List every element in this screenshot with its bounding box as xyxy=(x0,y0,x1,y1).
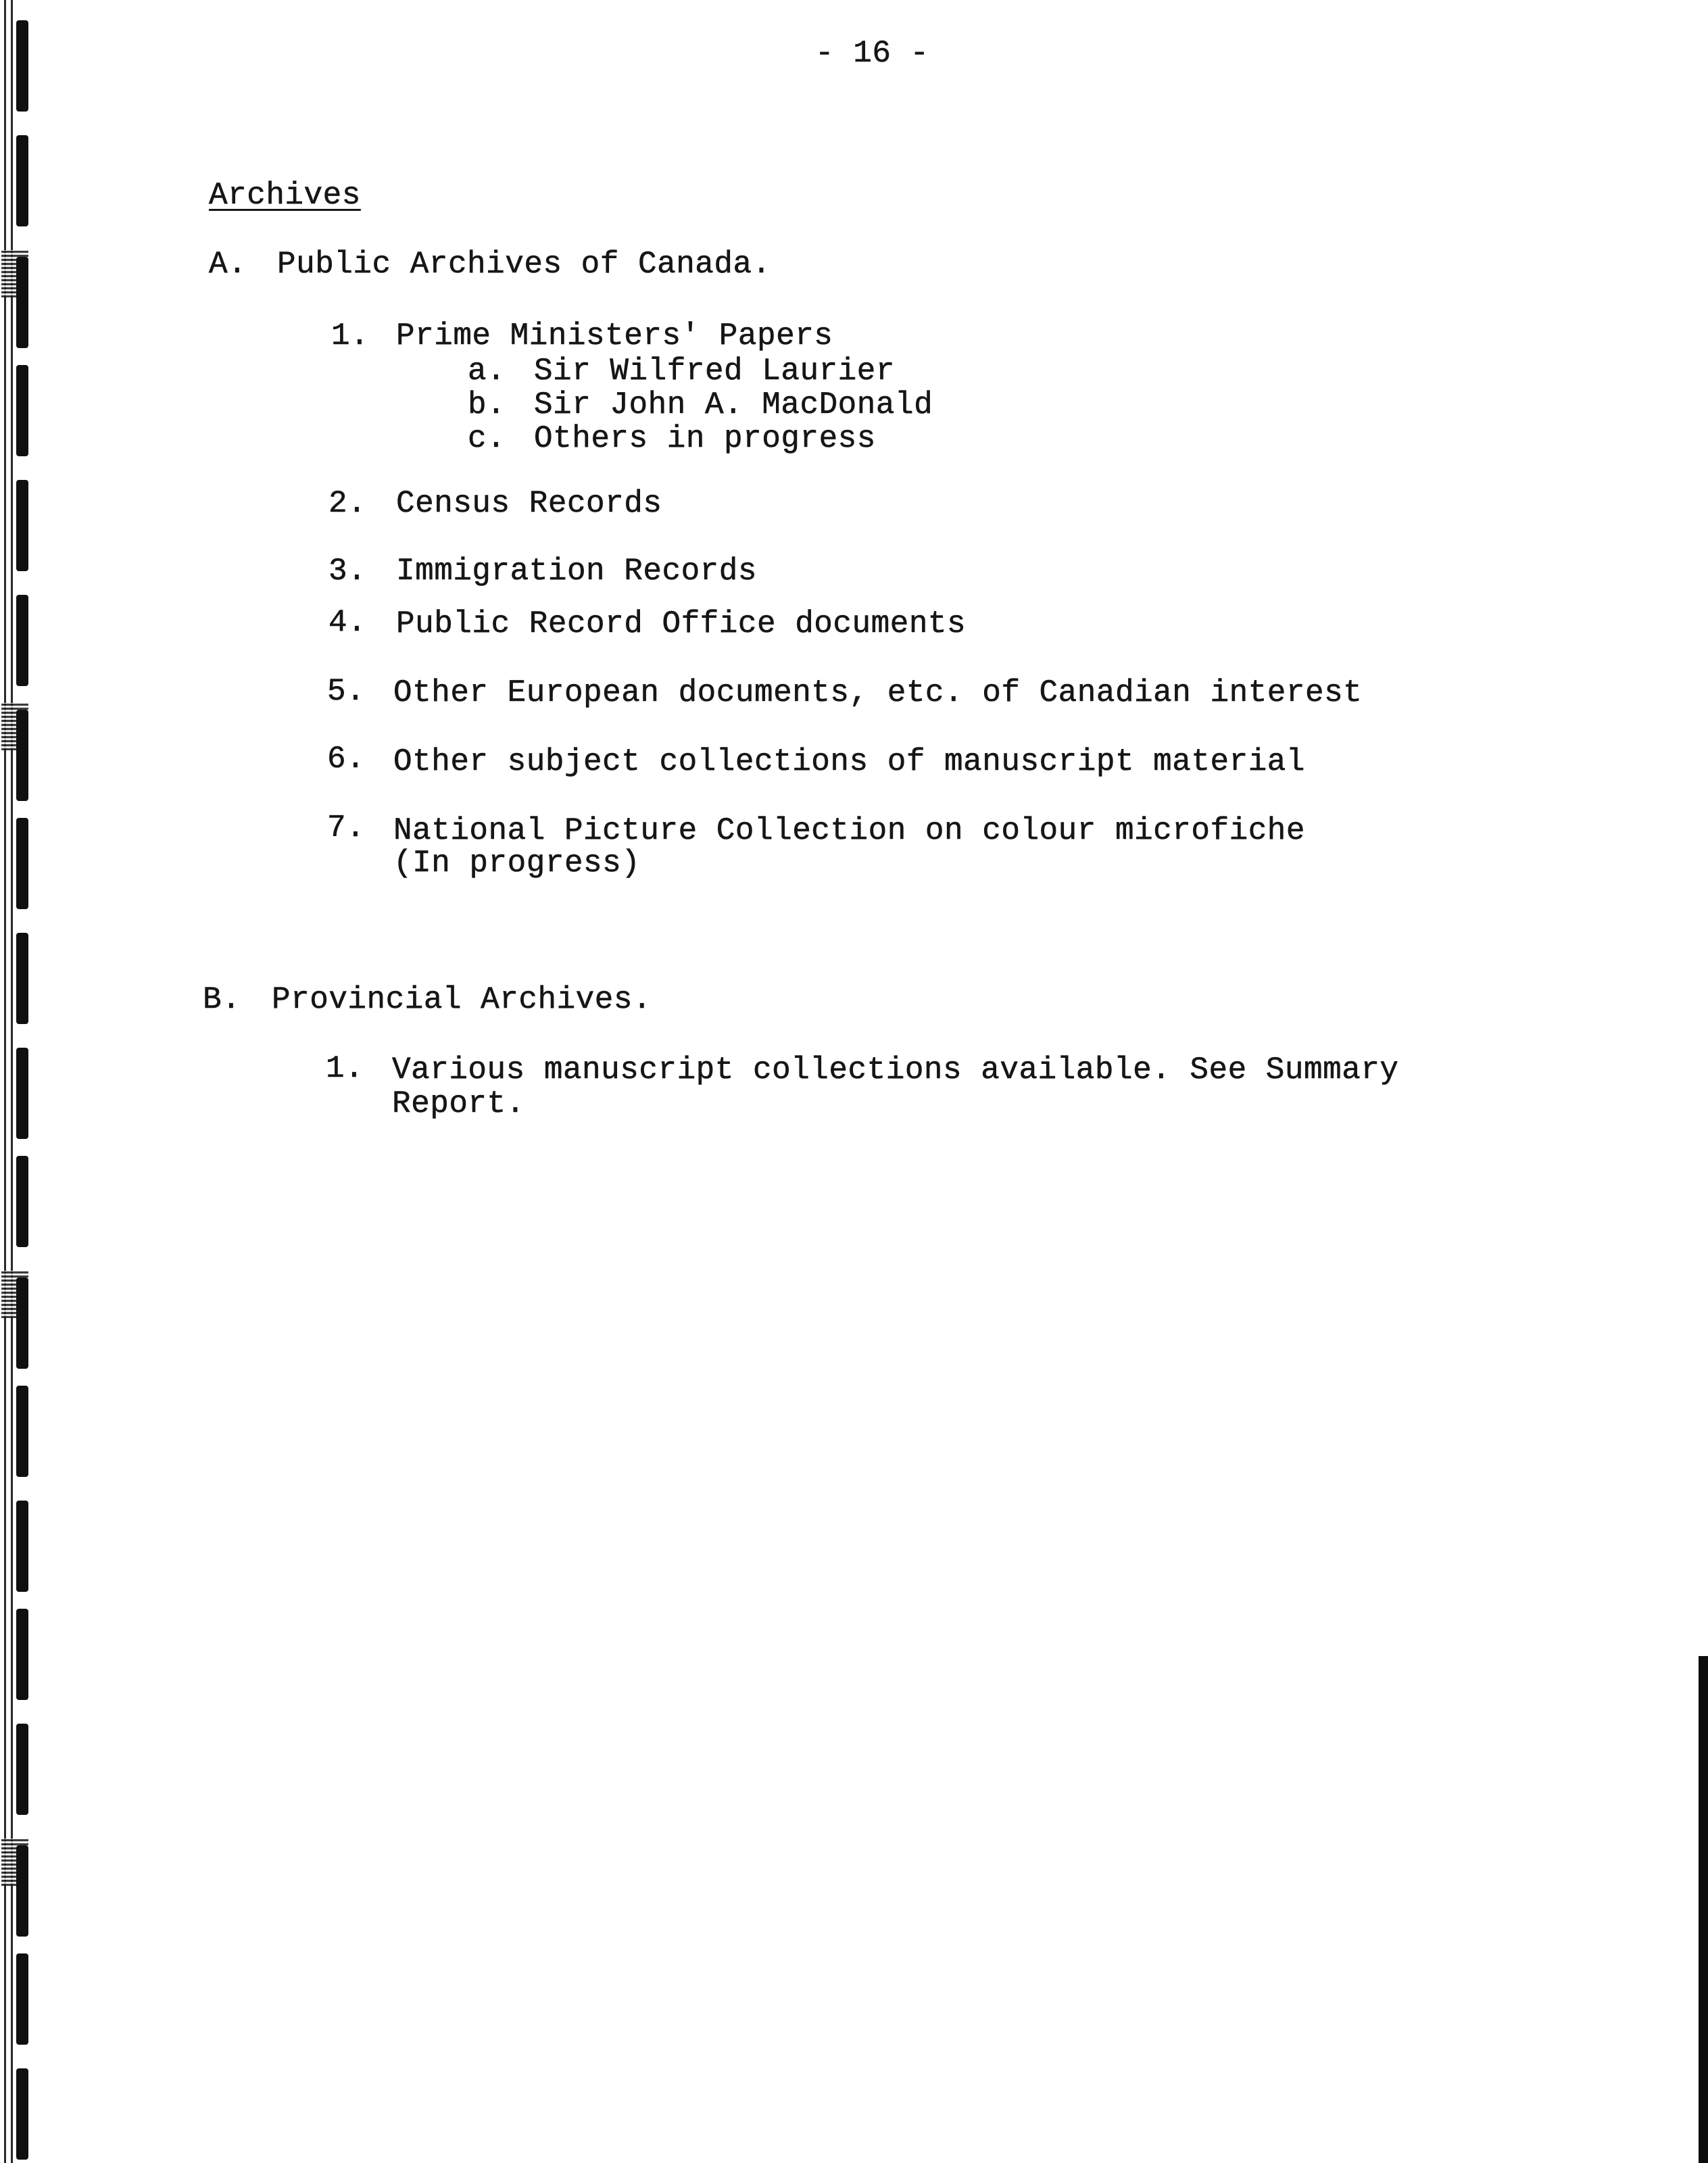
item-text: National Picture Collection on colour microfiche xyxy=(393,813,1306,848)
item-number: 2. xyxy=(328,486,367,521)
item-number: 4. xyxy=(328,605,367,640)
binding-hole xyxy=(16,1278,28,1369)
subitem-text: Sir Wilfred Laurier xyxy=(534,354,895,389)
item-text: Other subject collections of manuscript material xyxy=(393,744,1306,779)
subitem-text: Sir John A. MacDonald xyxy=(534,387,933,422)
section-b-marker: B. xyxy=(203,982,241,1017)
page-heading: Archives xyxy=(209,178,361,213)
binding-hole xyxy=(16,1953,28,2045)
item-text: Various manuscript collections available. See Summary xyxy=(392,1052,1399,1088)
scan-edge xyxy=(1699,1656,1708,2163)
subitem-marker: a. xyxy=(468,354,506,389)
binding-hole xyxy=(16,135,28,226)
subitem-text: Others in progress xyxy=(534,421,876,456)
binding-hole xyxy=(16,257,28,348)
binding-hole xyxy=(16,1386,28,1477)
item-text: Immigration Records xyxy=(396,554,757,589)
item-text-continued: Report. xyxy=(392,1086,525,1121)
binding-hole xyxy=(16,595,28,686)
binding-hole xyxy=(16,1048,28,1139)
section-a-title: Public Archives of Canada. xyxy=(277,247,771,282)
section-a-marker: A. xyxy=(209,247,247,282)
item-number: 1. xyxy=(326,1051,364,1086)
item-number: 3. xyxy=(328,554,367,589)
page-number: - 16 - xyxy=(815,36,929,71)
item-number: 1. xyxy=(331,318,370,354)
binding-hole xyxy=(16,1501,28,1592)
item-text-continued: (In progress) xyxy=(393,846,641,881)
section-b-title: Provincial Archives. xyxy=(272,982,652,1017)
binding-hole xyxy=(16,1724,28,1815)
item-number: 5. xyxy=(327,674,366,709)
item-text: Census Records xyxy=(396,486,662,521)
item-text: Prime Ministers' Papers xyxy=(396,318,833,354)
binding-hole xyxy=(16,2068,28,2160)
item-number: 7. xyxy=(327,810,366,846)
binding-hole xyxy=(16,20,28,112)
subitem-marker: b. xyxy=(468,387,506,422)
binding-hole xyxy=(16,1845,28,1937)
binding-hole xyxy=(16,365,28,456)
binding-hole xyxy=(16,710,28,801)
item-text: Public Record Office documents xyxy=(396,606,967,641)
item-text: Other European documents, etc. of Canadian interest xyxy=(393,675,1363,710)
binding-strip xyxy=(0,0,35,2163)
subitem-marker: c. xyxy=(468,421,506,456)
binding-hole xyxy=(16,480,28,571)
binding-hole xyxy=(16,933,28,1024)
binding-hole xyxy=(16,1609,28,1700)
item-number: 6. xyxy=(327,742,366,777)
binding-hole xyxy=(16,1156,28,1247)
binding-hole xyxy=(16,818,28,909)
